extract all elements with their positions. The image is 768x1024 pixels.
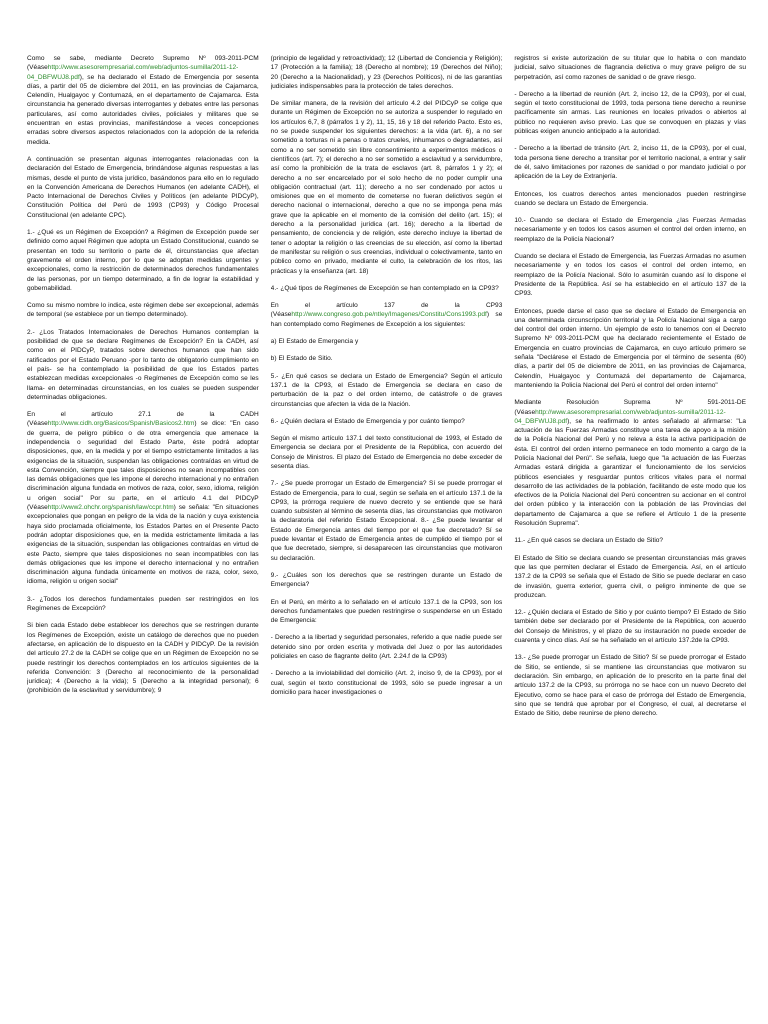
- paragraph: [271, 99, 503, 276]
- text-run: 4.- ¿Qué tipos de Regímenes de Excepción se han contemplado en la CP93?: [270, 284, 499, 292]
- reference-link[interactable]: http://www.congreso.gob.pe/ntley/Imagenes/Constitu/Cons1993.pdf: [291, 311, 487, 319]
- paragraph: [271, 434, 503, 471]
- paragraph: [514, 190, 746, 209]
- paragraph: [27, 621, 259, 695]
- paragraph: [514, 90, 746, 136]
- reference-link[interactable]: http://www.cidh.org/Basicos/Spanish/Basicos2.htm: [47, 420, 195, 428]
- text-run: En el artículo 27.1 de la CADH (Véase: [27, 411, 259, 428]
- reference-link[interactable]: http://www.asesorempresarial.com/web/adjuntos-sumilla/2011-12-04_DBFWUJ8.pdf: [27, 64, 239, 81]
- paragraph: [514, 608, 746, 645]
- text-run: A continuación se presentan algunas interrogantes relacionadas con la declaración del Estado de Emergencia, brindándose algunas respuestas a las mismas, desde el punto de vista jurídico, basándonos para ello en lo regulado en la Convención Americana de Derechos Humanos (en adelante CADH), el Pacto Internacional de Derechos Civiles y Políticos (en adelante PIDCyP), Constitución Política del Perú de 1993 (CP93) y Código Procesal Constitucional (en adelante CPC).: [27, 155, 259, 219]
- paragraph: [271, 337, 503, 346]
- paragraph: [27, 301, 259, 320]
- text-run: ) se señala: "En situaciones excepcionales que pongan en peligro de la vida de la nación y cuya existencia haya sido proclamada oficialmente, los Estados Partes en el Presente Pacto podrán adoptar disposiciones que, en la medida estrictamente limitada a las exigencias de la situación, suspendan las obligaciones contraídas en virtud de este Pacto, siempre que tales disposiciones no sean incompatibles con las demás obligaciones que les impone el derecho internacional y no entrañen discriminación alguna fundada únicamente en motivos de raza, color, sexo, idioma, religión u origen social": [27, 504, 259, 586]
- text-run: En el artículo 137 de la CP93 (Véase: [270, 302, 503, 319]
- paragraph: [514, 54, 746, 82]
- paragraph: [514, 216, 746, 244]
- paragraph: [514, 554, 746, 600]
- paragraph: [271, 354, 503, 363]
- text-run: 12.- ¿Quién declara el Estado de Sitio y por cuánto tiempo? El Estado de Sitio también debe ser declarado por el Presidente de la República, con acuerdo del Consejo de Ministros, y el plazo de su instauración no puede exceder de cuarenta y cinco días. Así se ha señalado en el artículo 137.2de la CP93.: [514, 609, 747, 645]
- text-run: 9.- ¿Cuáles son los derechos que se restringen durante un Estado de Emergencia?: [270, 571, 503, 589]
- text-run: Si bien cada Estado debe establecer los derechos que se restringen durante los Regímenes de Excepción, existe un catálogo de derechos que no pueden afectarse, en aplicación de lo dispuesto en la CADH y PIDCyP. De la revisión del artículo 27.2 de la CADH se colige que en un Régimen de Excepción no se puede restringir los derechos contemplados en los artículos siguientes de la referida Convención: 3 (Derecho al reconocimiento de la personalidad jurídica); 4 (Derecho a la vida); 5 (Derecho a la integridad personal); 6 (prohibición de la esclavitud y servidumbre); 9: [27, 622, 259, 695]
- text-run: 6.- ¿Quién declara el Estado de Emergencia y por cuánto tiempo?: [270, 417, 465, 425]
- paragraph: [514, 398, 746, 528]
- paragraph: [514, 252, 746, 298]
- paragraph: [271, 598, 503, 626]
- paragraph: [271, 571, 503, 590]
- reference-link[interactable]: http://www.asesorempresarial.com/web/adjuntos-sumilla/2011-12-04_DBFWUJ8.pdf: [514, 408, 726, 425]
- paragraph: [27, 328, 259, 402]
- text-run: 3.- ¿Todos los derechos fundamentales pueden ser restringidos en los Regímenes de Excepción?: [27, 595, 259, 613]
- paragraph: [27, 54, 259, 147]
- text-run: De similar manera, de la revisión del artículo 4.2 del PIDCyP se colige que durante un Régimen de Excepción no se autoriza a suspender lo regulado en los artículos 6,7, 8 (párrafos 1 y 2), 11, 15, 16 y 18 del referido Pacto. Esto es, no se puede suspender los siguientes derechos: a la vida (art. 6), a no ser sometido a torturas ni a penas o tratos crueles, inhumanos o degradantes, así como a no ser sometido sin libre consentimiento a experimentos médicos o científicos (art. 7); el derecho a no ser sometido a esclavitud y a servidumbre, así como la prohibición de la trata de esclavos (art. 8, párrafos 1 y 2); el derecho a no ser encarcelado por el solo hecho de no poder cumplir una obligación contractual (art. 11); derecho a no ser condenado por actos u omisiones que en el momento de cometerse no fueran delictivos según el derecho nacional o internacional, derecho a que no se imponga pena más grave que la aplicable en el momento de la comisión del delito (art. 15); el derecho a la personalidad jurídica (art. 16); derecho a la libertad de pensamiento, de conciencia y de religión, este derecho incluye la libertad de tener o adoptar la religión o las creencias de su elección, así como la libertad de manifestar su religión o sus creencias, individual o colectivamente, tanto en público como en privado, mediante el culto, la celebración de los ritos, las prácticas y la enseñanza (art. 18): [270, 100, 503, 275]
- paragraph: [514, 307, 746, 391]
- text-run: ) se han contemplado como Regímenes de Excepción a los siguientes:: [270, 311, 503, 328]
- text-run: 5.- ¿En qué casos se declara un Estado de Emergencia? Según el artículo 137.1 de la CP93, el Estado de Emergencia se declara en caso de perturbación de la paz o del orden interno, de catástrofe o de graves circunstancias que afecten la vida de la Nación.: [270, 372, 503, 408]
- paragraph: [271, 417, 503, 426]
- text-column-1: [27, 54, 259, 1022]
- paragraph: [27, 595, 259, 614]
- text-run: En el Perú, en mérito a lo señalado en el artículo 137.1 de la CP93, son los derechos fundamentales que pueden restringirse o suspenderse en un Estado de Emergencia:: [270, 598, 503, 625]
- text-run: (principio de legalidad y retroactividad); 12 (Libertad de Conciencia y Religión); 17 (Protección a la familia); 18 (Derecho al nombre); 19 (Derechos del Niño); 20 (Derecho a la Nacionalidad), y 23 (Derechos Políticos), ni de las garantías judiciales indispensables para la protección de tales derechos.: [270, 55, 503, 90]
- paragraph: [271, 284, 503, 293]
- text-run: - Derecho a la inviolabilidad del domicilio (Art. 2, inciso 9, de la CP93), por el cual, según el texto constitucional de 1993, sólo se puede ingresar a un domicilio para hacer investigaciones o: [270, 670, 503, 696]
- text-run: - Derecho a la libertad y seguridad personales, referido a que nadie puede ser detenido sino por orden escrita y motivada del Juez o por las autoridades policiales en caso de flagrante delito (Art. 2.24.f de la CP93): [270, 634, 503, 661]
- text-run: - Derecho a la libertad de tránsito (Art. 2, inciso 11, de la CP93), por el cual, toda persona tiene derecho a transitar por el territorio nacional, a entrar y salir de él, salvo limitaciones por razones de sanidad o por mandato judicial o por aplicación de la Ley de Extranjería.: [514, 145, 747, 181]
- paragraph: [271, 633, 503, 661]
- text-run: Mediante Resolución Suprema Nº 591-2011-DE (Véase: [514, 399, 747, 416]
- paragraph: [271, 669, 503, 697]
- paragraph: [27, 228, 259, 293]
- text-column-2: [271, 54, 503, 1022]
- text-column-3: [514, 54, 746, 1022]
- text-run: 7.- ¿Se puede prorrogar un Estado de Emergencia? Sí se puede prorrogar el Estado de Emergencia, para lo cual, según se señala en el artículo 137.1 de la CP93, la prórroga requiere de nuevo decreto y se entiende que se hará cuando subsisten al término de sesenta días, las circunstancias que motivaron la declaratoria del referido Estado Excepcional. 8.- ¿Se puede levantar el Estado de Emergencia antes del tiempo por el que fue decretado? Sí se puede levantar el Estado de Emergencia antes de cumplido el tiempo por el que fue decretado, siempre, si desaparecen las circunstancias que motivaron su declaración.: [270, 480, 503, 562]
- text-run: 1.- ¿Qué es un Régimen de Excepción? a Régimen de Excepción puede ser definido como aquel Régimen que adopta un Estado Constitucional, cuando se presentan en todo su territorio o parte de él, circunstancias que afectan gravemente el orden interno, por lo que se adoptan medidas urgentes y excepcionales, como la restricción de determinados derechos fundamentales de las personas, por un tiempo determinado, a fin de lograr la estabilidad y gobernabilidad.: [27, 229, 259, 292]
- paragraph: [271, 372, 503, 409]
- text-run: El Estado de Sitio se declara cuando se presentan circunstancias más graves que las que permiten declarar el Estado de Emergencia. Así, en el artículo 137.2 de la CP93 se señala que el Estado de Sitio se puede declarar en caso de invasión, guerra exterior, guerra civil, o peligro inminente de que se produzcan.: [514, 554, 747, 599]
- text-run: Entonces, los cuatros derechos antes mencionados pueden restringirse cuando se declara un Estado de Emergencia.: [514, 190, 747, 207]
- text-run: ) se dice: "En caso de guerra, de peligro público o de otra emergencia que amenace la independencia o seguridad del Estado Parte, éste podrá adoptar disposiciones, que, en la medida y por el tiempo estrictamente limitados a las exigencias de la situación, suspendan las obligaciones contraídas en virtud de esta Convención, siempre que tales disposiciones no sean incompatibles con las demás obligaciones que les impone el derecho internacional y no entrañen discriminación alguna fundada en motivos de raza, color, sexo, idioma, religión u origen social" Por su parte, en el artículo 4.1 del PIDCyP (Véase: [27, 420, 259, 512]
- text-run: Cuando se declara el Estado de Emergencia, las Fuerzas Armadas no asumen necesariamente y en todos los casos el control del orden interno, en reemplazo de la Policía Nacional. Sólo lo asumirán cuando así lo dispone el Presidente de la República. Así se ha establecido en el artículo 137 de la CP93.: [514, 253, 747, 298]
- paragraph: [271, 54, 503, 91]
- paragraph: [514, 536, 746, 545]
- paragraph: [271, 479, 503, 563]
- text-run: ), se ha reafirmado lo antes señalado al afirmarse: "La actuación de las Fuerzas Armadas constituye una tarea de apoyo a la misión de la Policía Nacional del Perú y no releva a ésta la activa participación de ésta. El control del orden interno permanece en todo momento a cargo de la Policía Nacional del Perú". Se señala, luego que "la actuación de las Fuerzas Armadas estará dirigida a garantizar el funcionamiento de los servicios públicos esenciales y resguardar puntos críticos vitales para el normal desarrollo de las actividades de la población, facilitando de este modo que los efectivos de la Policía Nacional del Perú concentren su accionar en el control del orden público y la interacción con la población de las Provincias del departamento de Cajamarca a que se refiere el Artículo 1 de la presente Resolución Suprema".: [514, 417, 747, 528]
- paragraph: [271, 301, 503, 329]
- text-run: 11.- ¿En qué casos se declara un Estado de Sitio?: [514, 537, 664, 545]
- paragraph: [514, 653, 746, 718]
- text-run: 10.- Cuando se declara el Estado de Emergencia ¿las Fuerzas Armadas necesariamente y en todos los casos asumen el control del orden interno, en reemplazo de la Policía Nacional?: [514, 217, 747, 243]
- text-run: Como se sabe, mediante Decreto Supremo Nº 093-2011-PCM (Véase: [27, 55, 259, 72]
- text-run: Entonces, puede darse el caso que se declare el Estado de Emergencia en una determinada circunscripción territorial y la Policía Nacional siga a cargo del control del orden interno. Un ejemplo de esto lo tenemos con el Decreto Supremo Nº 093-2011-PCM que ha declarado recientemente el Estado de Emergencia en cuatro provincias de Cajamarca, en cuyo artículo primero se señala "Declárese el Estado de Emergencia por el término de sesenta (60) días, a partir del 05 de diciembre de 2011, en las provincias de Cajamarca, Celendín, Hualgayoc y Contumazá del departamento de Cajamarca, manteniendo la Policía Nacional del Perú el control del orden interno": [514, 307, 747, 389]
- text-run: 2.- ¿Los Tratados Internacionales de Derechos Humanos contemplan la posibilidad de que se declare Regímenes de Excepción? En la CADH, así como en el PIDCyP, tratados sobre derechos humanos que han sido ratificados por el Estado Peruano -por lo tanto de obligatorio cumplimiento en el país- se ha contemplado la posibilidad de que los Estados partes establezcan medidas excepcionales -o Regímenes de Excepción como se les llama- en determinadas circunstancias, en los cuales se pueden suspender determinadas obligaciones.: [27, 328, 259, 401]
- text-run: Según el mismo artículo 137.1 del texto constitucional de 1993, el Estado de Emergencia se declara por el Presidente de la República, con acuerdo del Consejo de Ministros. El plazo del Estado de Emergencia no debe exceder de sesenta días.: [270, 435, 503, 470]
- reference-link[interactable]: http://www2.ohchr.org/spanish/law/ccpr.htm: [47, 504, 174, 512]
- text-run: ), se ha declarado el Estado de Emergencia por sesenta días, a partir del 05 de diciembre del 2011, en las provincias de Cajamarca, Celendín, Hualgayoc y Contumazá, en el departamento de Cajamarca. Esta circunstancia ha generado diversas interrogantes y debates entre las personas particulares, así como autoridades civiles, policiales y militares que se encuentran en estas provincias, manifestándose a veces concepciones erradas sobre diversos aspectos relacionados con la adopción de la referida medida.: [27, 73, 259, 146]
- text-run: a) El Estado de Emergencia y: [270, 338, 359, 346]
- text-run: registros si existe autorización de su titular que lo habita o con mandato judicial, salvo situaciones de flagrancia delictiva o muy grave peligro de su perpetración, así como razones de sanidad o de grave riesgo.: [514, 55, 747, 81]
- paragraph: [514, 144, 746, 181]
- text-run: - Derecho a la libertad de reunión (Art. 2, inciso 12, de la CP93), por el cual, según el texto constitucional de 1993, toda persona tiene derecho a reunirse pacíficamente sin armas. Las reuniones en locales privados o abiertos al público no requieren aviso previo. Las que se convoquen en plazas y vías públicas exigen anuncio anticipado a la autoridad.: [514, 90, 747, 136]
- text-run: 13.- ¿Se puede prorrogar un Estado de Sitio? Sí se puede prorrogar el Estado de Sitio, se entiende, si se mantiene las circunstancias que motivaron su declaración. Sin embargo, en aplicación de lo prescrito en la parte final del artículo 137.2 de la CP93, su prórroga no se hace con un nuevo Decreto del Ejecutivo, como se hace para el caso de prórroga del Estado de Emergencia, sino que se tendrá que aprobar por el Congreso, el cual, al decretarse el Estado de Sitio, debe reunirse de pleno derecho.: [514, 654, 747, 718]
- text-run: Como su mismo nombre lo indica, este régimen debe ser excepcional, además de temporal (se establece por un tiempo determinado).: [27, 302, 259, 319]
- text-run: b) El Estado de Sitio.: [270, 355, 333, 363]
- paragraph: [27, 410, 259, 587]
- paragraph: [27, 155, 259, 220]
